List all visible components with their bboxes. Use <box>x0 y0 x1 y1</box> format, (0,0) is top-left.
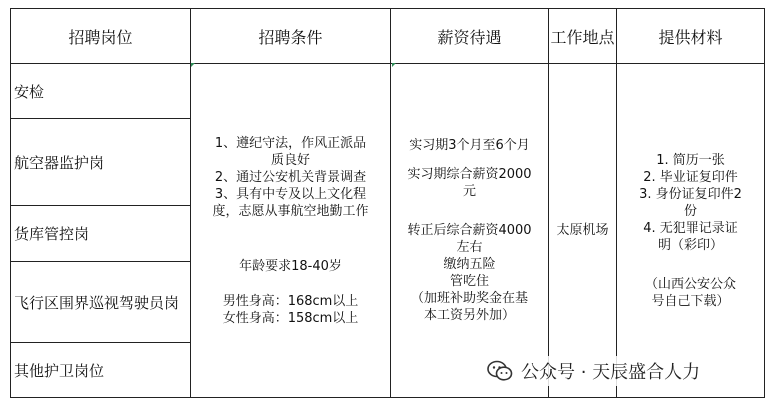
salary-line: 转正后综合薪资4000 <box>407 223 532 238</box>
materials-cell <box>617 64 765 398</box>
header-salary: 薪资待遇 <box>391 9 549 64</box>
material-line: 4. 无犯罪记录证 <box>643 220 738 236</box>
wechat-bubble-icon <box>487 360 513 382</box>
material-note-line: （山西公安公众 <box>644 276 736 292</box>
material-line: 明（彩印） <box>657 237 723 253</box>
condition-line: 3、具有中专及以上文化程 <box>214 186 367 202</box>
material-line: 1. 简历一张 <box>656 152 725 168</box>
condition-line: 度，志愿从事航空地勤工作 <box>212 203 369 219</box>
salary-cell <box>391 64 549 398</box>
position-aircraft-guard: 航空器监护岗 <box>11 119 191 206</box>
condition-line: 质良好 <box>270 152 310 168</box>
salary-line: 实习期3个月至6个月 <box>409 138 530 153</box>
age-requirement: 年龄要求18-40岁 <box>239 258 342 274</box>
conditions-cell <box>191 64 391 398</box>
position-other-guard: 其他护卫岗位 <box>11 343 191 398</box>
cell-marker <box>392 63 396 67</box>
header-conditions: 招聘条件 <box>191 9 391 64</box>
material-line: 2. 毕业证复印件 <box>643 169 738 185</box>
position-perimeter-patrol-driver: 飞行区围界巡视驾驶员岗 <box>11 262 191 343</box>
salary-line: 实习期综合薪资2000 <box>407 167 532 182</box>
female-height-requirement: 女性身高：158cm以上 <box>222 310 359 326</box>
recruitment-table <box>10 8 765 398</box>
salary-line: 缴纳五险 <box>443 257 496 272</box>
header-materials: 提供材料 <box>617 9 765 64</box>
salary-line: 管吃住 <box>449 274 489 289</box>
salary-line: （加班补助奖金在基 <box>410 291 528 306</box>
salary-line: 左右 <box>456 240 483 255</box>
condition-line: 1、遵纪守法，作风正派品 <box>214 135 367 151</box>
position-cargo-control: 货库管控岗 <box>11 206 191 262</box>
location-cell: 太原机场 <box>549 64 617 398</box>
male-height-requirement: 男性身高：168cm以上 <box>222 293 359 309</box>
salary-line: 元 <box>462 184 476 199</box>
material-line: 份 <box>683 203 697 219</box>
watermark-text: 公众号 · 天辰盛合人力 <box>521 362 701 383</box>
condition-line: 2、通过公安机关背景调查 <box>214 169 367 185</box>
watermark <box>487 356 706 386</box>
position-security-check: 安检 <box>11 64 191 119</box>
salary-line: 本工资另外加） <box>423 308 515 323</box>
header-location: 工作地点 <box>549 9 617 64</box>
material-note-line: 号自己下载） <box>651 293 730 309</box>
header-position: 招聘岗位 <box>11 9 191 64</box>
material-line: 3. 身份证复印件2 <box>639 186 742 202</box>
cell-marker <box>191 63 195 67</box>
